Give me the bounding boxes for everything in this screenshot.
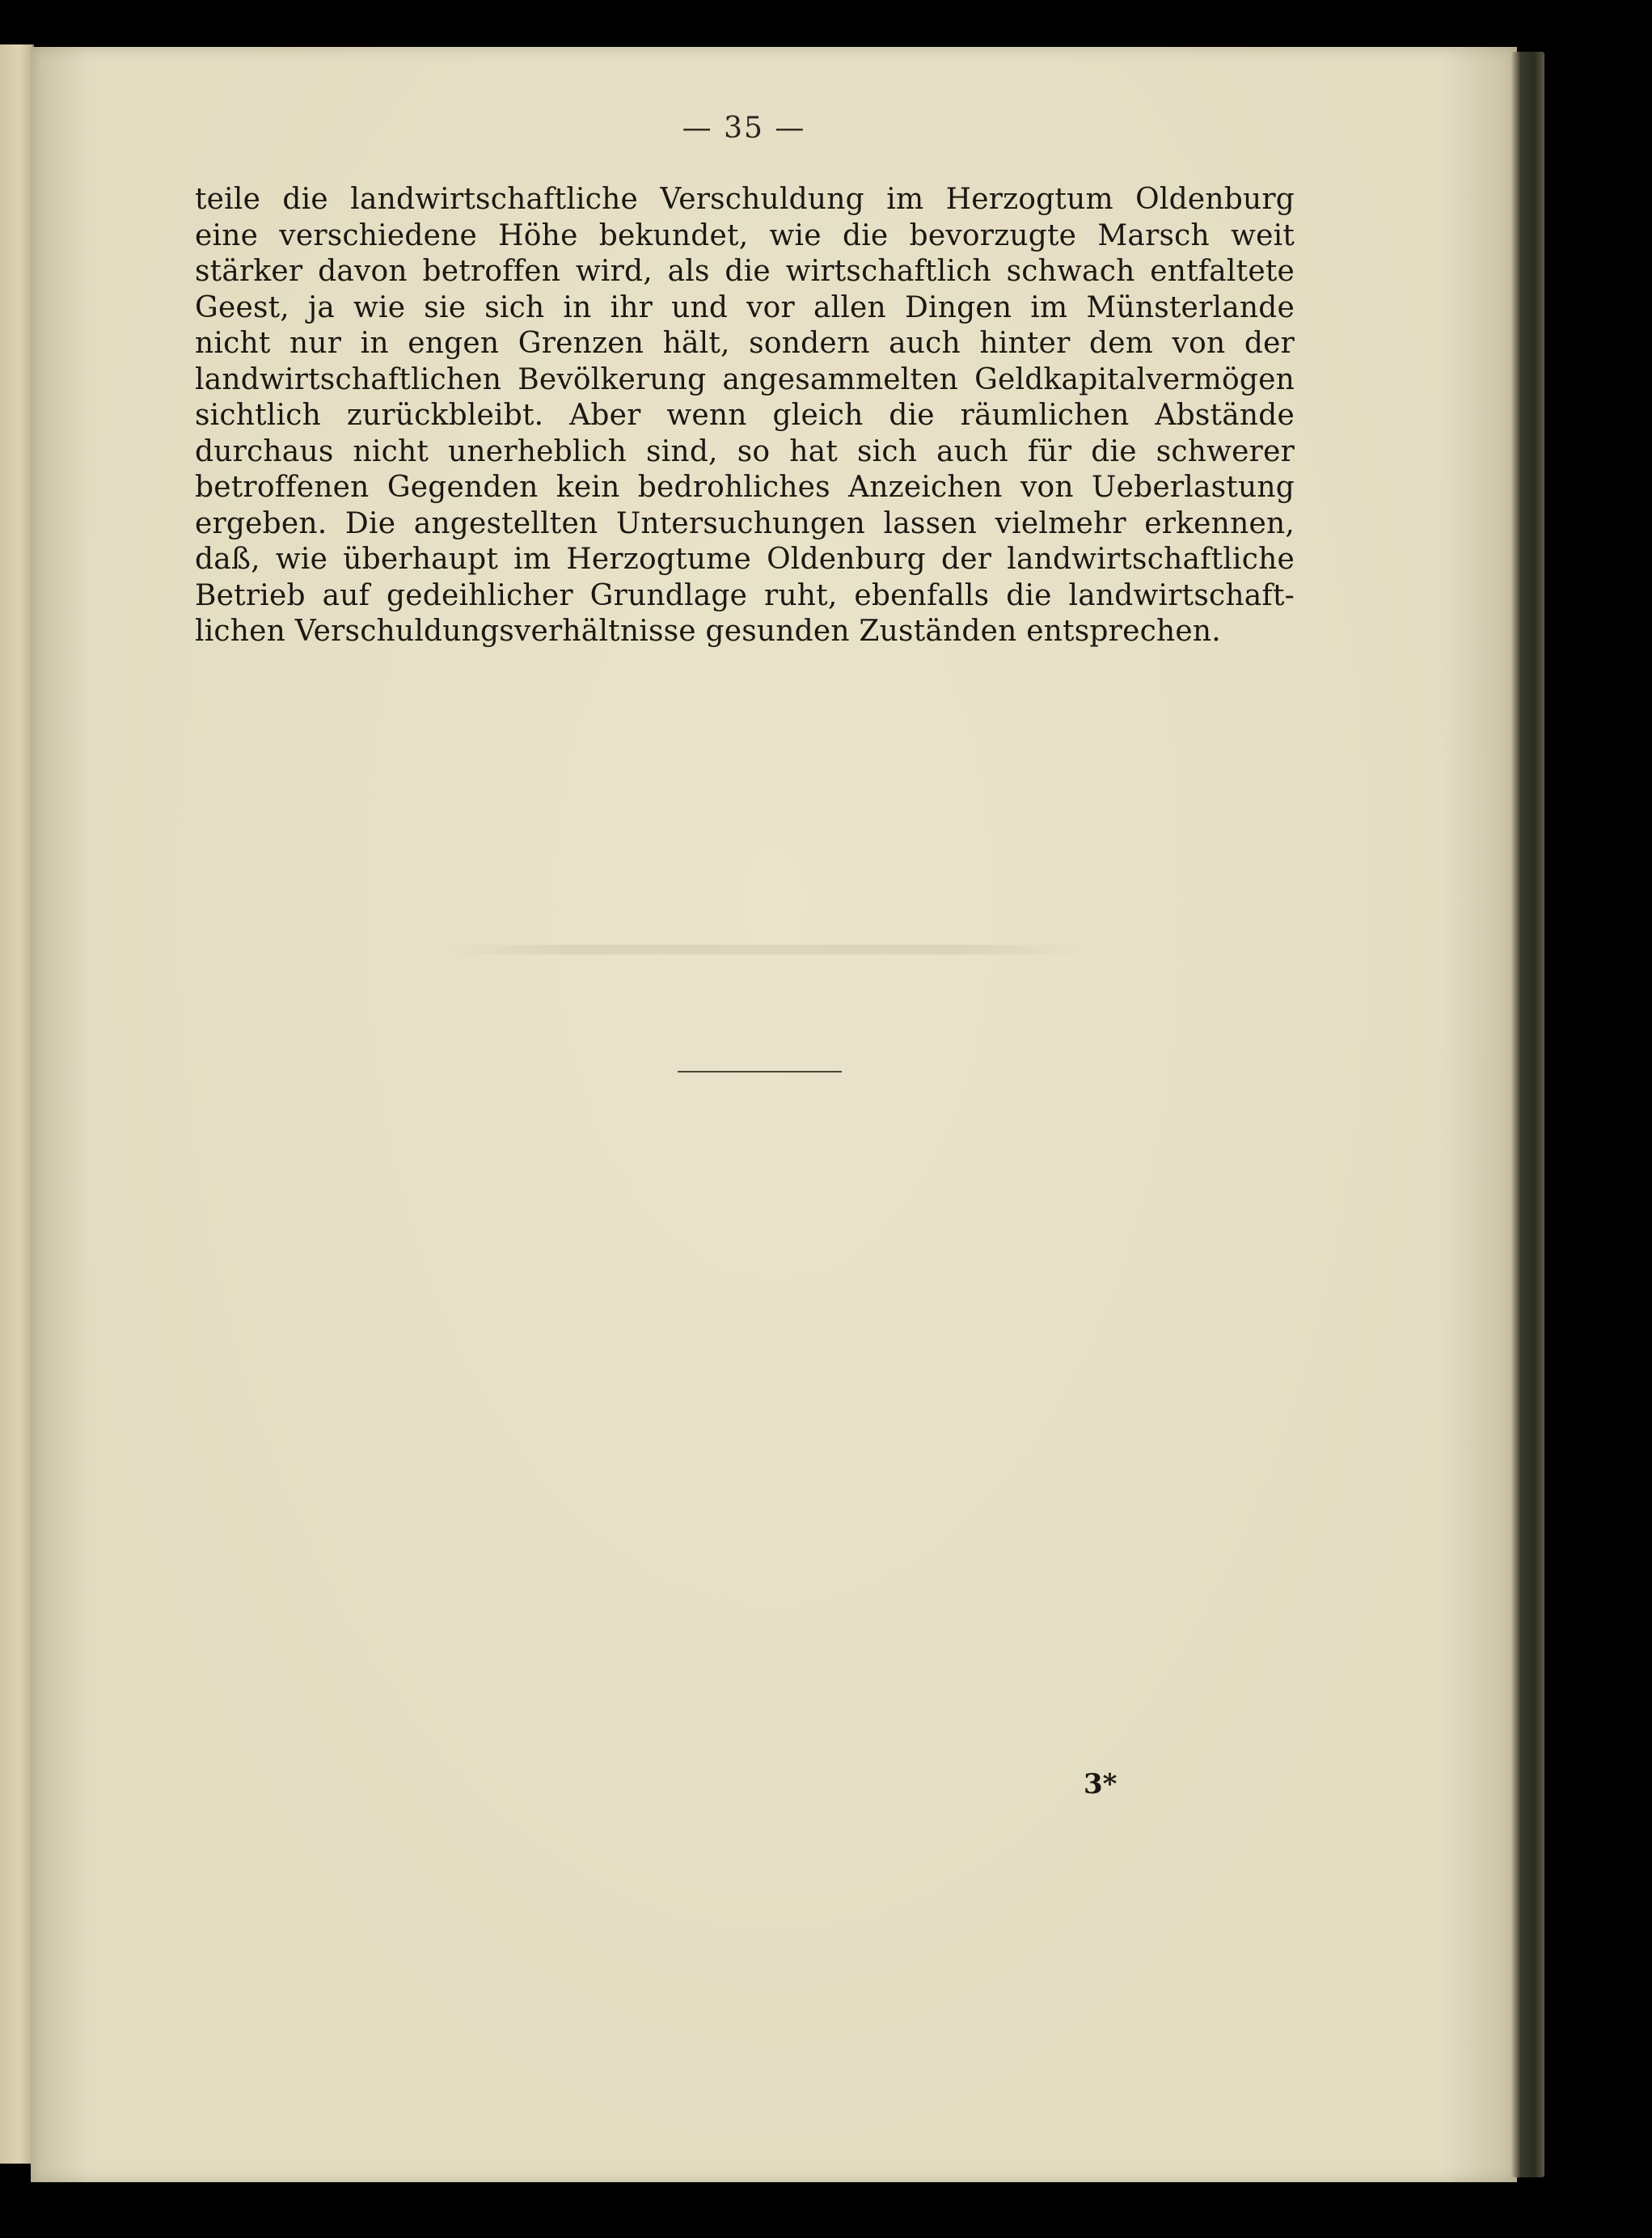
body-text xyxy=(195,182,1295,650)
text-line: betroffenen Gegenden kein bedrohliches Anzeichen von Ueberlastung xyxy=(195,471,1295,504)
page-number: — 35 — xyxy=(682,112,806,145)
left-page-edge xyxy=(0,44,34,2164)
text-line: sichtlich zurückbleibt. Aber wenn gleich die räumlichen Abstände xyxy=(195,399,1295,432)
text-line: stärker davon betroffen wird, als die wirtschaftlich schwach entfaltete xyxy=(195,255,1295,288)
text-line: eine verschiedene Höhe bekundet, wie die bevorzugte Marsch weit xyxy=(195,218,1295,252)
text-line: Geest, ja wie sie sich in ihr und vor allen Dingen im Münsterlande xyxy=(195,290,1295,324)
signature-mark: 3* xyxy=(1084,1768,1118,1800)
text-line: landwirtschaftlichen Bevölkerung angesammelten Geldkapitalvermögen xyxy=(195,362,1295,396)
book-binding xyxy=(1510,52,1544,2177)
text-line: teile die landwirtschaftliche Verschuldung im Herzogtum Oldenburg xyxy=(195,183,1295,216)
text-line: nicht nur in engen Grenzen hält, sondern auch hinter dem von der xyxy=(195,327,1295,360)
text-line: lichen Verschuldungsverhältnisse gesunden Zuständen entsprechen. xyxy=(195,615,1221,648)
text-line: ergeben. Die angestellten Untersuchungen lassen vielmehr erkennen, xyxy=(195,506,1295,540)
bleed-through-mark xyxy=(441,945,1088,954)
text-line: Betrieb auf gedeihlicher Grundlage ruht, ebenfalls die landwirtschaft- xyxy=(195,578,1295,612)
text-line: daß, wie überhaupt im Herzogtume Oldenburg der landwirtschaftliche xyxy=(195,543,1295,576)
text-line: durchaus nicht unerheblich sind, so hat sich auch für die schwerer xyxy=(195,434,1295,468)
section-end-rule xyxy=(678,1071,842,1072)
